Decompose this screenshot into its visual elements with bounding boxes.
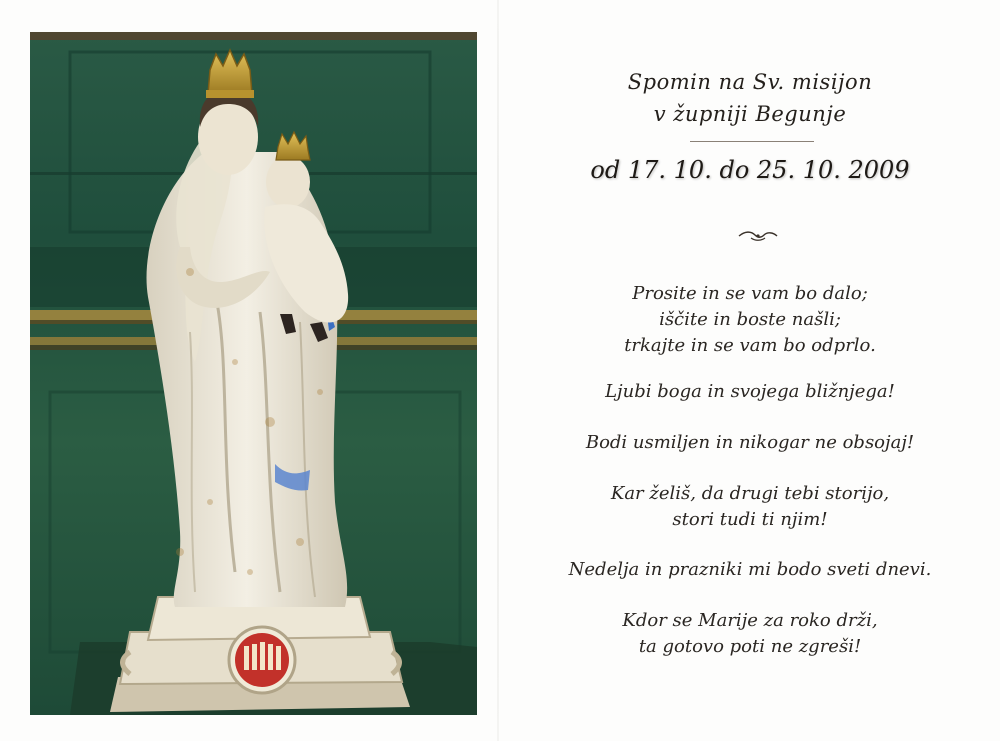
madonna-photo xyxy=(30,32,477,715)
flourish-ornament-icon xyxy=(737,229,779,243)
verse-mary xyxy=(520,608,980,660)
verse-line: Nedelja in prazniki mi bodo sveti dnevi. xyxy=(568,559,932,580)
verse-line: Bodi usmiljen in nikogar ne obsojaj! xyxy=(585,432,915,453)
verse-line: Ljubi boga in svojega bližnjega! xyxy=(605,381,895,402)
card-title-line-2: v župniji Begunje xyxy=(653,102,847,126)
verse-line: stori tudi ti njim! xyxy=(672,509,828,530)
verse-sunday xyxy=(520,557,980,583)
verse-line: iščite in boste našli; xyxy=(659,309,841,330)
verse-line: trkajte in se vam bo odprlo. xyxy=(624,335,876,356)
verse-line: Prosite in se vam bo dalo; xyxy=(632,283,868,304)
card-fold-line xyxy=(497,0,499,741)
verse-line: Kar želiš, da drugi tebi storijo, xyxy=(610,483,890,504)
mission-dates: od 17. 10. do 25. 10. 2009 xyxy=(590,156,910,184)
verse-line: Kdor se Marije za roko drži, xyxy=(622,610,878,631)
verse-mercy xyxy=(520,430,980,456)
card-title-line-1: Spomin na Sv. misijon xyxy=(627,70,873,94)
text-panel xyxy=(520,0,980,741)
title-divider xyxy=(690,141,814,142)
verse-line: ta gotovo poti ne zgreši! xyxy=(638,636,862,657)
madonna-statue-image xyxy=(30,32,477,715)
verse-golden-rule xyxy=(520,481,980,533)
verse-ask xyxy=(520,281,980,359)
verse-love xyxy=(520,379,980,405)
